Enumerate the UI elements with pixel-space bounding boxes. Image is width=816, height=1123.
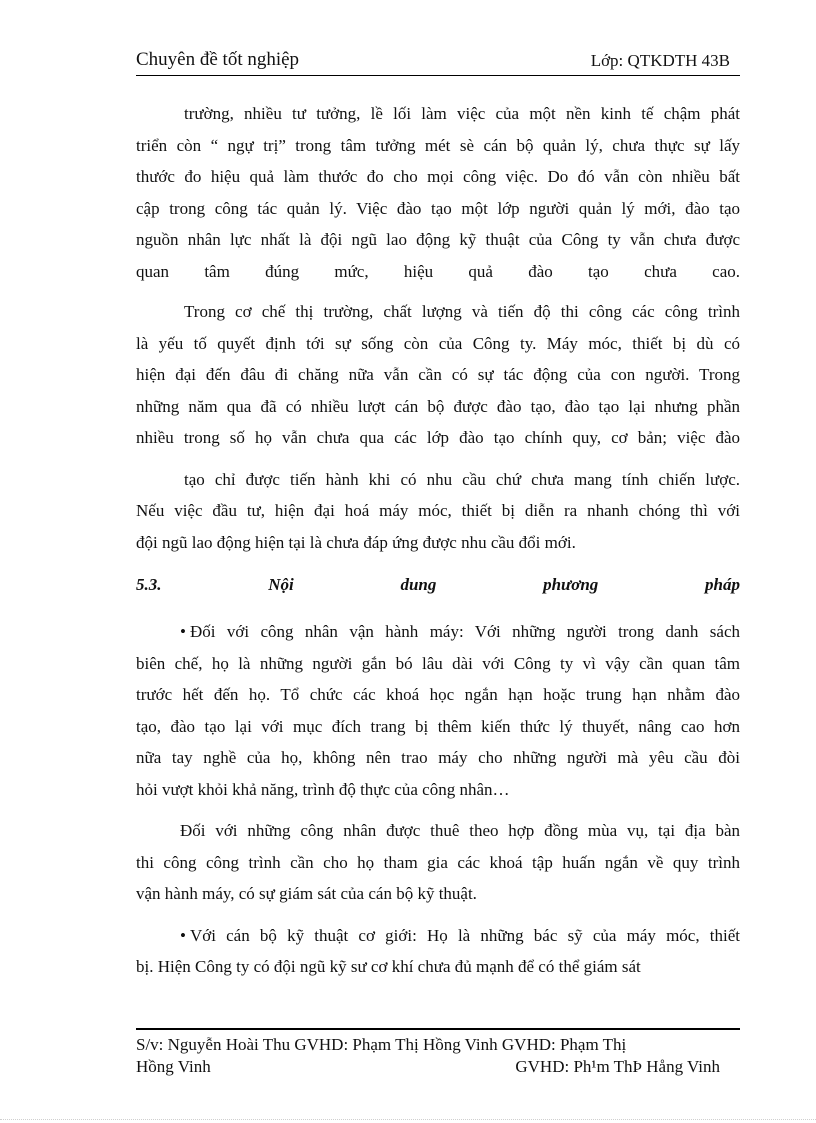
page-footer bbox=[136, 1028, 740, 1078]
text-line: triển còn “ ngự trị” trong tâm tưởng mét sè cán bộ quản lý, chưa thực sự lấy bbox=[136, 135, 740, 155]
heading-word: pháp bbox=[705, 575, 740, 594]
text-line: bị. Hiện Công ty có đội ngũ kỹ sư cơ khí chưa đủ mạnh để có thể giám sát bbox=[136, 957, 641, 976]
paragraph-5 bbox=[136, 815, 740, 910]
text-line: tạo chỉ được tiến hành khi có nhu cầu chứ chưa mang tính chiến lược. bbox=[184, 469, 740, 489]
document-body bbox=[136, 98, 740, 558]
text-line: tạo, đào tạo lại với mục đích trang bị thêm kiến thức lý thuyết, nâng cao hơn bbox=[136, 716, 740, 736]
text-line: vận hành máy, có sự giám sát của cán bộ kỹ thuật. bbox=[136, 884, 477, 903]
document-body-2 bbox=[136, 616, 740, 983]
section-heading bbox=[136, 575, 740, 595]
section-number: 5.3. bbox=[136, 575, 162, 594]
header-class: Lớp: QTKDTH 43B bbox=[590, 51, 730, 70]
heading-word: Nội bbox=[268, 575, 294, 594]
text-line: Nếu việc đầu tư, hiện đại hoá máy móc, thiết bị diễn ra nhanh chóng thì với bbox=[136, 501, 740, 520]
paragraph-6 bbox=[136, 920, 740, 983]
text-line: thi công công trình cần cho họ tham gia các khoá tập huấn ngắn về quy trình bbox=[136, 852, 740, 872]
text-line bbox=[136, 920, 740, 952]
text-line: nguồn nhân lực nhất là đội ngũ lao động kỹ thuật của Công ty vẫn chưa được bbox=[136, 230, 740, 249]
text-line: nữa tay nghề của họ, không nên trao máy cho những người mà yêu cầu đòi bbox=[136, 748, 740, 767]
text-line: Đối với những công nhân được thuê theo hợp đồng mùa vụ, tại địa bàn bbox=[180, 821, 740, 840]
heading-word: dung bbox=[400, 575, 437, 594]
footer-line-1: S/v: Nguyễn Hoài Thu GVHD: Phạm Thị Hồng Vinh GVHD: Phạm Thị bbox=[136, 1035, 627, 1054]
paragraph-3 bbox=[136, 464, 740, 559]
text-line: thước đo hiệu quả làm thước đo cho mọi công việc. Do đó vẫn còn nhiều bất bbox=[136, 167, 740, 186]
paragraph-2 bbox=[136, 296, 740, 454]
text-line: biên chế, họ là những người gắn bó lâu dài với Công ty vì vậy cần quan tâm bbox=[136, 653, 740, 673]
text-line bbox=[136, 616, 740, 648]
page-bottom-border bbox=[0, 1119, 816, 1120]
footer-line-2 bbox=[136, 1056, 740, 1078]
bullet-icon: • bbox=[180, 925, 186, 945]
text-line: trường, nhiều tư tưởng, lề lối làm việc của một nền kinh tế chậm phát bbox=[184, 104, 740, 123]
text-line: trước hết đến họ. Tổ chức các khoá học ngắn hạn hoặc trung hạn nhằm đào bbox=[136, 685, 740, 704]
text-line: hỏi vượt khỏi khả năng, trình độ thực của công nhân… bbox=[136, 779, 510, 799]
text-line: là yếu tố quyết định tới sự sống còn của Công ty. Máy móc, thiết bị dù có bbox=[136, 333, 740, 353]
footer-line-2-right: GVHD: Ph¹m ThÞ Hång Vinh bbox=[515, 1057, 720, 1076]
text-line: quan tâm đúng mức, hiệu quả đào tạo chưa cao. bbox=[136, 261, 740, 281]
text-line-content: Đối với công nhân vận hành máy: Với những người trong danh sách bbox=[189, 622, 740, 641]
paragraph-1 bbox=[136, 98, 740, 287]
text-line: hiện đại đến đâu đi chăng nữa vẫn cần có sự tác động của con người. Trong bbox=[136, 365, 740, 384]
footer-line-2-left: Hồng Vinh bbox=[136, 1057, 211, 1076]
text-line: nhiều trong số họ vẫn chưa qua các lớp đào tạo chính quy, cơ bản; việc đào bbox=[136, 428, 740, 447]
header-title: Chuyên đề tốt nghiệp bbox=[136, 49, 300, 70]
text-line: cập trong công tác quản lý. Việc đào tạo một lớp người quản lý mới, đào tạo bbox=[136, 198, 740, 218]
heading-word: phương bbox=[543, 575, 599, 594]
paragraph-4 bbox=[136, 616, 740, 805]
page-header bbox=[136, 49, 740, 76]
text-line: Trong cơ chế thị trường, chất lượng và tiến độ thi công các công trình bbox=[184, 302, 740, 321]
bullet-icon: • bbox=[180, 622, 186, 641]
text-line: đội ngũ lao động hiện tại là chưa đáp ứng được nhu cầu đổi mới. bbox=[136, 532, 576, 552]
text-line-content: Với cán bộ kỹ thuật cơ giới: Họ là những bác sỹ của máy móc, thiết bbox=[189, 925, 740, 945]
text-line: những năm qua đã có nhiều lượt cán bộ được đào tạo, đào tạo lại nhưng phần bbox=[136, 396, 740, 416]
